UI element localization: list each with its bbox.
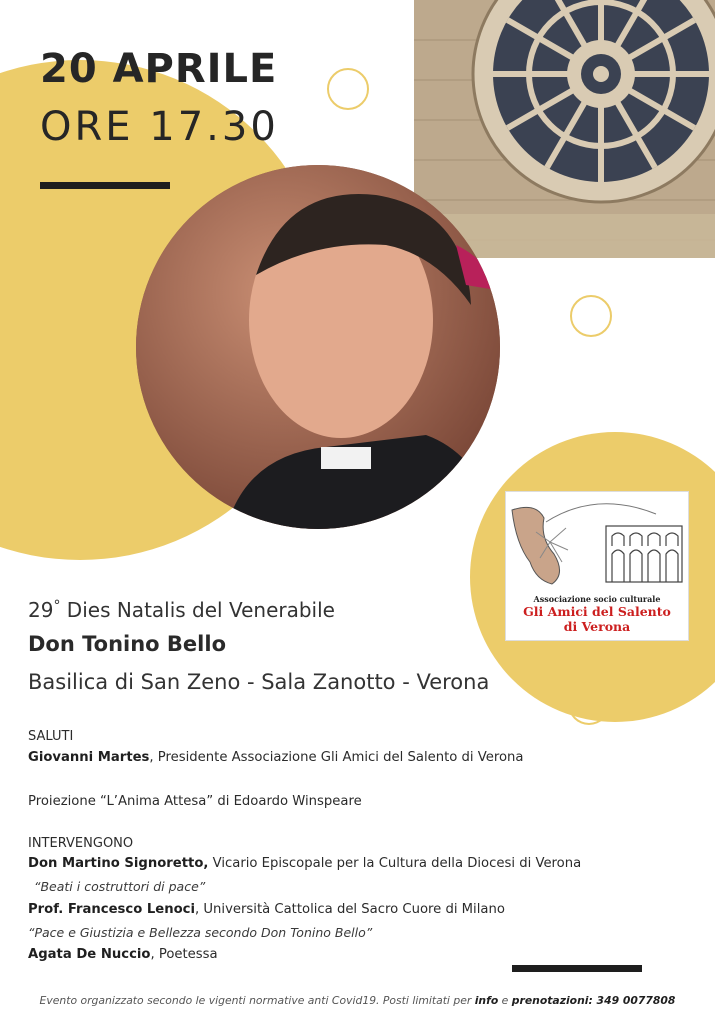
rose-window-image — [414, 0, 715, 258]
projection-line: Proiezione “L’Anima Attesa” di Edoardo Winspeare — [28, 794, 362, 809]
ring-mid-right — [570, 295, 612, 337]
footer-info: info — [474, 994, 499, 1007]
honoree-name: Don Tonino Bello — [28, 632, 226, 656]
event-venue: Basilica di San Zeno - Sala Zanotto - Verona — [28, 670, 490, 694]
footer-and: e — [498, 994, 512, 1007]
speaker-name: Agata De Nuccio — [28, 947, 151, 962]
footer-reservations: prenotazioni — [511, 994, 589, 1007]
footer-text: Evento organizzato secondo le vigenti normative anti Covid19. Posti limitati per — [39, 994, 475, 1007]
speaker-name: Prof. Francesco Lenoci — [28, 902, 196, 917]
footer-rule — [512, 965, 642, 972]
saluti-heading: SALUTI — [28, 729, 74, 744]
logo-caption: Associazione socio culturale — [533, 594, 661, 604]
event-date: 20 APRILE — [40, 46, 278, 92]
speaker-role: Vicario Episcopale per la Cultura della Diocesi di Verona — [208, 856, 582, 871]
event-time: ORE 17.30 — [40, 104, 279, 150]
speaker-line — [28, 856, 581, 871]
logo-city: di Verona — [563, 619, 631, 634]
talk-title: “Pace e Giustizia e Bellezza secondo Don Tonino Bello” — [28, 925, 373, 940]
logo-graphic — [506, 492, 688, 592]
talk-title: “Beati i costruttori di pace” — [34, 879, 206, 894]
footer-phone: : 349 0077808 — [588, 994, 676, 1007]
degree-sign: ° — [53, 598, 61, 614]
interventi-heading: INTERVENGONO — [28, 836, 134, 851]
speaker-role: , Università Cattolica del Sacro Cuore di Milano — [195, 902, 505, 917]
saluti-line — [28, 750, 523, 765]
footer-note — [0, 994, 715, 1007]
logo-title: Gli Amici del Salento — [523, 604, 671, 619]
saluti-speaker-name: Giovanni Martes — [28, 750, 150, 765]
association-logo — [506, 492, 688, 640]
speaker-line — [28, 902, 505, 917]
event-subtitle — [28, 598, 335, 622]
saluti-speaker-role: , Presidente Associazione Gli Amici del Salento di Verona — [149, 750, 524, 765]
rose-window-graphic — [414, 0, 715, 258]
portrait-photo — [136, 165, 500, 529]
portrait-graphic — [136, 165, 500, 529]
anniversary-number: 29 — [28, 598, 54, 622]
ring-top — [327, 68, 369, 110]
header-underline — [40, 182, 170, 189]
subtitle-text: Dies Natalis del Venerabile — [60, 598, 335, 622]
ring-bottom — [568, 703, 610, 725]
speaker-role: , Poetessa — [150, 947, 218, 962]
speaker-name: Don Martino Signoretto, — [28, 856, 209, 871]
speaker-line — [28, 947, 218, 962]
